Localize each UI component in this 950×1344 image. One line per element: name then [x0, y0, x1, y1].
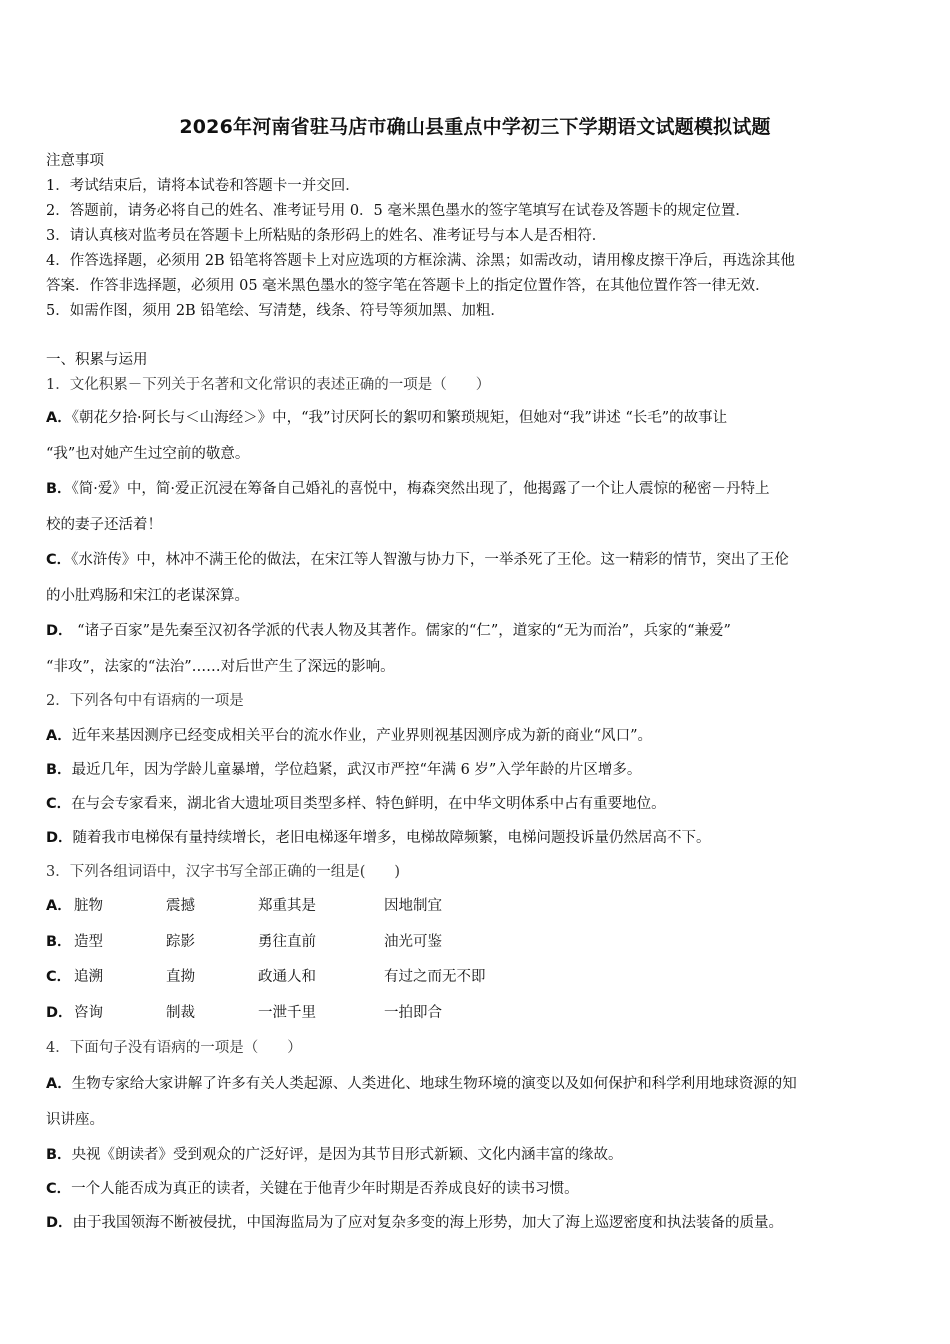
q4-option-b: [46, 1145, 916, 1165]
option-label: A．: [46, 410, 72, 426]
q3-word: 直拗: [166, 969, 195, 985]
option-label: D．: [46, 830, 73, 846]
q3-word: 有过之而无不即: [384, 969, 486, 985]
q1-option-c-cont: 的小肚鸡肠和宋江的老谋深算。: [46, 588, 249, 604]
q3-word: 制裁: [166, 1005, 195, 1021]
q3-row-label: C．: [46, 969, 72, 985]
question-2-stem: 2．下列各句中有语病的一项是: [46, 693, 244, 709]
q2-option-b: [46, 760, 916, 780]
q4-option-d: [46, 1213, 916, 1233]
q3-word: 一拍即合: [384, 1005, 442, 1021]
option-label: B．: [46, 481, 72, 497]
option-text: 最近几年，因为学龄儿童暴增，学位趋紧，武汉市严控“年满 6 岁”入学年龄的片区增多。: [71, 762, 642, 778]
page-title: 2026年河南省驻马店市确山县重点中学初三下学期语文试题模拟试题: [179, 116, 771, 138]
question-3-stem: 3．下列各组词语中，汉字书写全部正确的一组是( ): [46, 864, 401, 880]
q3-word: 政通人和: [258, 969, 316, 985]
notice-item: 3．请认真核对监考员在答题卡上所粘贴的条形码上的姓名、准考证号与本人是否相符．: [46, 228, 607, 244]
option-label: D．: [46, 1215, 73, 1231]
section-heading: 一、积累与运用: [46, 352, 148, 368]
option-text: 《简·爱》中，简·爱正沉浸在筹备自己婚礼的喜悦中，梅森突然出现了，他揭露了一个让人震惊的秘密－丹特上: [71, 481, 770, 497]
q3-word: 造型: [74, 934, 103, 950]
option-text: 央视《朗读者》受到观众的广泛好评，是因为其节目形式新颖、文化内涵丰富的缘故。: [71, 1147, 623, 1163]
q3-word: 追溯: [74, 969, 103, 985]
q2-option-a: [46, 726, 916, 746]
notice-item: 2．答题前，请务必将自己的姓名、准考证号用 0．5 毫米黑色墨水的签字笔填写在试卷及答题卡的规定位置．: [46, 203, 750, 219]
q2-option-d: [46, 828, 916, 848]
q3-word: 震撼: [166, 898, 195, 914]
notice-heading: 注意事项: [46, 153, 104, 169]
option-text: 在与会专家看来，湖北省大遗址项目类型多样、特色鲜明，在中华文明体系中占有重要地位。: [71, 796, 666, 812]
q1-option-d-cont: “非攻”，法家的“法治”……对后世产生了深远的影响。: [46, 659, 395, 675]
q3-word: 因地制宜: [384, 898, 442, 914]
option-text: 近年来基因测序已经变成相关平台的流水作业，产业界则视基因测序成为新的商业“风口”。: [71, 728, 653, 744]
q4-option-a: [46, 1074, 916, 1094]
option-text: 《朝花夕拾·阿长与＜山海经＞》中，“我”讨厌阿长的絮叨和繁琐规矩，但她对“我”讲述 “长毛”的故事让: [71, 410, 728, 426]
option-label: B．: [46, 762, 72, 778]
option-text: 随着我市电梯保有量持续增长，老旧电梯逐年增多，电梯故障频繁，电梯问题投诉量仍然居高不下。: [72, 830, 711, 846]
option-label: B．: [46, 1147, 72, 1163]
q3-row-label: D．: [46, 1005, 73, 1021]
q1-option-c: [46, 550, 916, 570]
q3-row-label: B．: [46, 934, 72, 950]
q1-option-b-cont: 校的妻子还活着！: [46, 517, 162, 533]
option-text: 由于我国领海不断被侵扰，中国海监局为了应对复杂多变的海上形势，加大了海上巡逻密度和执法装备的质量。: [72, 1215, 784, 1231]
option-text: 《水浒传》中，林冲不满王伦的做法，在宋江等人智激与协力下，一举杀死了王伦。这一精彩的情节，突出了王伦: [71, 552, 789, 568]
option-label: A．: [46, 728, 72, 744]
q1-option-b: [46, 479, 916, 499]
q3-word: 勇往直前: [258, 934, 316, 950]
option-label: A．: [46, 1076, 72, 1092]
q4-option-a-cont: 识讲座。: [46, 1112, 104, 1128]
option-text: 一个人能否成为真正的读者，关键在于他青少年时期是否养成良好的读书习惯。: [71, 1181, 579, 1197]
option-text: “诸子百家”是先秦至汉初各学派的代表人物及其著作。儒家的“仁”，道家的“无为而治”，兵家的“兼爱”: [72, 623, 731, 639]
q1-option-d: [46, 621, 916, 641]
question-4-stem: 4．下面句子没有语病的一项是（ ）: [46, 1040, 302, 1056]
option-label: D．: [46, 623, 73, 639]
q1-option-a: [46, 408, 916, 428]
notice-item: 1．考试结束后，请将本试卷和答题卡一并交回．: [46, 178, 360, 194]
question-1-stem: 1．文化积累－下列关于名著和文化常识的表述正确的一项是（ ）: [46, 377, 491, 393]
option-label: C．: [46, 796, 72, 812]
q3-row-label: A．: [46, 898, 72, 914]
option-label: C．: [46, 552, 72, 568]
q1-option-a-cont: “我”也对她产生过空前的敬意。: [46, 446, 250, 462]
q3-word: 踪影: [166, 934, 195, 950]
q3-word: 油光可鉴: [384, 934, 442, 950]
option-label: C．: [46, 1181, 72, 1197]
q3-word: 郑重其是: [258, 898, 316, 914]
notice-item: 答案．作答非选择题，必须用 05 毫米黑色墨水的签字笔在答题卡上的指定位置作答，在其他位置作答一律无效．: [46, 278, 770, 294]
q3-word: 脏物: [74, 898, 103, 914]
q4-option-c: [46, 1179, 916, 1199]
q3-word: 一泄千里: [258, 1005, 316, 1021]
q2-option-c: [46, 794, 916, 814]
notice-item: 4．作答选择题，必须用 2B 铅笔将答题卡上对应选项的方框涂满、涂黑；如需改动，请用橡皮擦干净后，再选涂其他: [46, 253, 795, 269]
option-text: 生物专家给大家讲解了许多有关人类起源、人类进化、地球生物环境的演变以及如何保护和科学利用地球资源的知: [71, 1076, 797, 1092]
notice-item: 5．如需作图，须用 2B 铅笔绘、写清楚，线条、符号等须加黑、加粗．: [46, 303, 505, 319]
q3-word: 咨询: [74, 1005, 103, 1021]
